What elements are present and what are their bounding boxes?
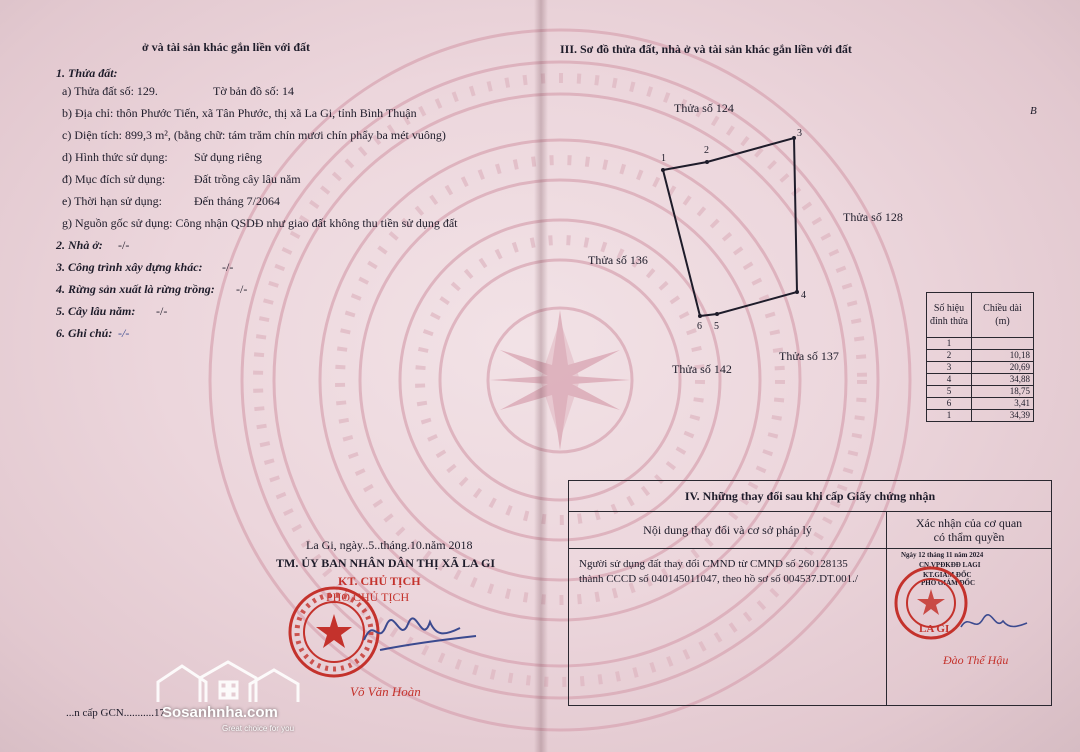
site-name: Sosanhnha.com — [162, 704, 278, 721]
changes-col1-header: Nội dung thay đổi và cơ sở pháp lý — [569, 512, 887, 549]
table-row — [927, 410, 1034, 422]
issue-date: La Gi, ngày..5..tháng.10.năm 2018 — [306, 538, 473, 552]
table-row — [927, 362, 1034, 374]
site-watermark — [148, 660, 308, 740]
edge-point: 6 — [927, 398, 972, 410]
col2-header-line2: có thẩm quyền — [933, 530, 1005, 544]
usage-term-value: Đến tháng 7/2064 — [194, 194, 280, 208]
edge-length: 18,75 — [971, 386, 1033, 398]
edge-point: 4 — [927, 374, 972, 386]
changes-col2-header — [887, 512, 1052, 549]
edge-length: 34,39 — [971, 410, 1033, 422]
site-tagline: Great choice for you — [222, 724, 295, 733]
confirm-date: Ngày 12 tháng 11 năm 2024 — [901, 551, 984, 559]
usage-origin: g) Nguồn gốc sử dụng: Công nhận QSDĐ như giao đất không thu tiền sử dụng đất — [62, 216, 458, 230]
usage-purpose-label: đ) Mục đích sử dụng: — [62, 172, 166, 186]
edge-point: 2 — [927, 350, 972, 362]
point-label-5: 5 — [714, 321, 719, 332]
neighbor-left: Thửa số 136 — [588, 253, 648, 267]
neighbor-bottom-left: Thửa số 142 — [672, 362, 732, 376]
table-row — [927, 374, 1034, 386]
edge-length: 20,69 — [971, 362, 1033, 374]
point-label-4: 4 — [801, 290, 806, 301]
edge-length-table — [926, 292, 1034, 422]
section6-value: -/- — [118, 326, 130, 340]
stamp-title-1: KT. CHỦ TỊCH — [338, 574, 421, 588]
corner-mark: B — [1030, 105, 1037, 117]
usage-purpose-value: Đất trồng cây lâu năm — [194, 172, 301, 186]
edge-length: 34,88 — [971, 374, 1033, 386]
edge-point: 3 — [927, 362, 972, 374]
changes-table — [568, 480, 1052, 706]
confirm-signer: Đào Thế Hậu — [943, 653, 1009, 667]
committee-name: TM. ỦY BAN NHÂN DÂN THỊ XÃ LA GI — [276, 556, 496, 570]
edge-header-point: Số hiệu đỉnh thửa — [927, 293, 972, 338]
section3-diagram-title: III. Sơ đồ thửa đất, nhà ở và tài sản khác gắn liền với đất — [560, 42, 852, 56]
col2-header-line1: Xác nhận của cơ quan — [915, 516, 1023, 530]
edge-length: 3,41 — [971, 398, 1033, 410]
neighbor-bottom-right: Thửa số 137 — [779, 349, 839, 363]
change-entry — [569, 549, 887, 706]
parcel-diagram — [650, 130, 820, 330]
map-sheet-number: Tờ bản đồ số: 14 — [213, 84, 295, 98]
section3-label: 3. Công trình xây dựng khác: — [56, 260, 203, 274]
point-label-2: 2 — [704, 145, 709, 156]
change-entry-line2: thành CCCD số 040145011047, theo hồ sơ số 004537.DT.001./ — [579, 573, 858, 585]
stamp-title-2: PHÓ CHỦ TỊCH — [326, 590, 410, 604]
point-label-1: 1 — [661, 153, 666, 164]
confirm-stamp-city: LA GI — [919, 623, 950, 635]
confirm-org: CN.VPĐKĐĐ LAGI — [919, 561, 981, 569]
usage-term-label: e) Thời hạn sử dụng: — [62, 194, 162, 208]
confirm-title-1: KT.GIÁM ĐỐC — [923, 571, 972, 579]
table-row — [927, 386, 1034, 398]
changes-title: IV. Những thay đổi sau khi cấp Giấy chứng nhận — [569, 481, 1052, 512]
change-confirmation — [887, 549, 1052, 706]
signature-left-icon — [360, 606, 480, 656]
edge-point: 5 — [927, 386, 972, 398]
section5-value: -/- — [156, 304, 168, 318]
confirm-title-2: PHÓ GIÁM ĐỐC — [921, 579, 976, 587]
section4-label: 4. Rừng sản xuất là rừng trồng: — [56, 282, 215, 296]
signer-name: Võ Văn Hoàn — [350, 684, 421, 699]
table-row — [927, 350, 1034, 362]
section6-label: 6. Ghi chú: — [56, 326, 113, 340]
section5-label: 5. Cây lâu năm: — [56, 304, 136, 318]
usage-form-label: d) Hình thức sử dụng: — [62, 150, 168, 164]
section3-value: -/- — [222, 260, 234, 274]
usage-form-value: Sử dụng riêng — [194, 150, 262, 164]
table-row — [927, 398, 1034, 410]
signature-right-icon — [959, 607, 1029, 637]
left-header-fragment: ở và tài sản khác gắn liền với đất — [142, 40, 310, 54]
table-row — [927, 338, 1034, 350]
edge-length: 10,18 — [971, 350, 1033, 362]
parcel-area: c) Diện tích: 899,3 m², (bằng chữ: tám trăm chín mươi chín phẩy ba mét vuông) — [62, 128, 446, 142]
parcel-address: b) Địa chỉ: thôn Phước Tiến, xã Tân Phước, thị xã La Gi, tỉnh Bình Thuận — [62, 106, 417, 120]
section2-value: -/- — [118, 238, 130, 252]
neighbor-top: Thửa số 124 — [674, 101, 734, 115]
edge-point: 1 — [927, 410, 972, 422]
edge-header-length: Chiều dài (m) — [971, 293, 1033, 338]
house-logo-icon — [148, 660, 308, 706]
edge-point: 1 — [927, 338, 972, 350]
section2-label: 2. Nhà ở: — [56, 238, 103, 252]
neighbor-right: Thửa số 128 — [843, 210, 903, 224]
point-label-6: 6 — [697, 321, 702, 332]
edge-length — [971, 338, 1033, 350]
bottom-fragment: ...n cấp GCN...........17 — [66, 707, 165, 719]
section1-title: 1. Thửa đất: — [56, 66, 118, 80]
parcel-number: a) Thửa đất số: 129. — [62, 84, 158, 98]
page-fold — [534, 0, 548, 752]
point-label-3: 3 — [797, 128, 802, 139]
section4-value: -/- — [236, 282, 248, 296]
change-entry-line1: Người sử dụng đất thay đổi CMND từ CMND số 260128135 — [579, 558, 848, 570]
